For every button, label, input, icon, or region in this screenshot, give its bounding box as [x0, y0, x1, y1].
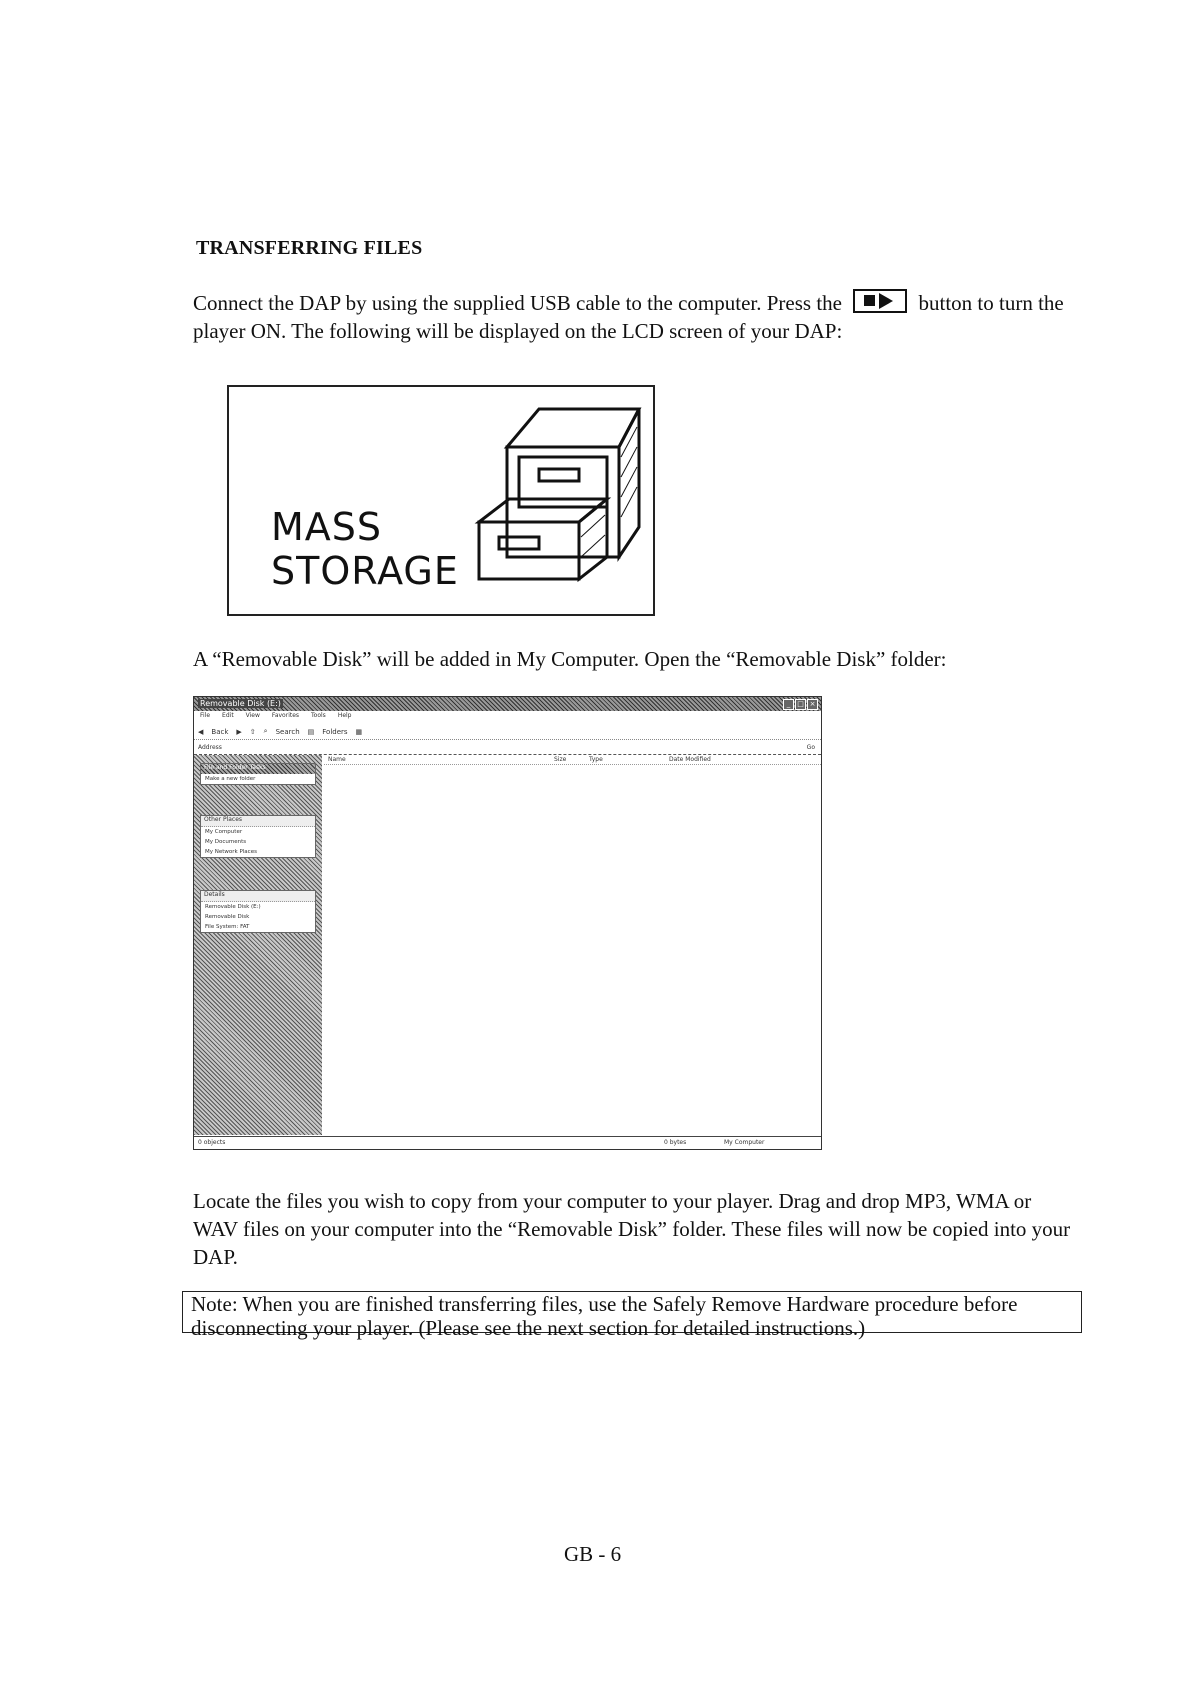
- status-bar: [194, 1136, 821, 1149]
- back-icon: ◀: [198, 727, 204, 736]
- column-type: Type: [589, 756, 603, 763]
- menu-edit: Edit: [222, 712, 234, 719]
- column-headers: [324, 755, 821, 765]
- go-button: Go: [806, 744, 815, 751]
- column-name: Name: [328, 756, 346, 763]
- menu-bar: [194, 712, 821, 722]
- menu-view: View: [245, 712, 260, 719]
- window-title: Removable Disk (E:): [200, 699, 281, 708]
- other-place-network: My Network Places: [205, 849, 257, 855]
- folders-label: Folders: [322, 727, 348, 736]
- intro-paragraph: [193, 289, 1083, 345]
- menu-help: Help: [337, 712, 352, 719]
- make-folder-link: Make a new folder: [205, 776, 256, 782]
- details-line-3: File System: FAT: [205, 924, 250, 930]
- task-pane: [194, 755, 322, 1135]
- file-list-pane: [324, 755, 821, 1135]
- copy-files-paragraph: Locate the files you wish to copy from your computer to your player. Drag and drop MP3, WMA or WAV files on your computer into the “Removable Disk” folder. These files will now be copied into your DAP.: [193, 1189, 1071, 1269]
- file-tasks-panel: [200, 763, 316, 785]
- lcd-screen-illustration: [227, 385, 655, 616]
- up-folder-icon: ⇧: [249, 727, 256, 736]
- lcd-line-storage: STORAGE: [271, 549, 459, 593]
- close-icon: ×: [807, 699, 818, 710]
- details-line-1: Removable Disk (E:): [205, 904, 261, 910]
- forward-icon: ▶: [236, 727, 242, 736]
- intro-text-part2: button to turn the player ON. The following will be displayed on the LCD screen of your DAP:: [193, 291, 1064, 343]
- views-icon: ▦: [355, 727, 363, 736]
- back-label: Back: [211, 727, 229, 736]
- other-places-panel: [200, 815, 316, 858]
- intro-text-part1: Connect the DAP by using the supplied USB cable to the computer. Press the: [193, 291, 842, 315]
- menu-favorites: Favorites: [271, 712, 300, 719]
- lcd-text: [271, 505, 459, 593]
- address-label: Address: [198, 744, 222, 751]
- removable-disk-paragraph: A “Removable Disk” will be added in My Computer. Open the “Removable Disk” folder:: [193, 647, 947, 671]
- status-size: 0 bytes: [664, 1139, 687, 1146]
- search-label: Search: [275, 727, 300, 736]
- note-box: Note: When you are finished transferring files, use the Safely Remove Hardware procedure before disconnecting your player. (Please see the next section for detailed instructions.): [182, 1291, 1082, 1333]
- address-bar: [194, 742, 821, 755]
- other-place-my-computer: My Computer: [205, 829, 243, 835]
- lcd-line-mass: MASS: [271, 505, 383, 549]
- menu-tools: Tools: [311, 712, 326, 719]
- status-objects: 0 objects: [198, 1139, 226, 1146]
- file-tasks-header: File and Folder Tasks: [201, 764, 315, 774]
- title-bar: [194, 697, 821, 711]
- other-place-my-documents: My Documents: [205, 839, 247, 845]
- search-icon: ⌕: [263, 727, 268, 735]
- maximize-icon: □: [795, 699, 806, 710]
- toolbar: [194, 724, 821, 740]
- details-panel: [200, 890, 316, 933]
- play-pause-icon: [853, 289, 907, 313]
- minimize-icon: _: [783, 699, 794, 710]
- section-title: TRANSFERRING FILES: [196, 237, 423, 259]
- explorer-window-screenshot: [193, 696, 822, 1150]
- details-line-2: Removable Disk: [205, 914, 250, 920]
- details-header: Details: [201, 891, 315, 902]
- column-size: Size: [554, 756, 567, 763]
- status-location: My Computer: [724, 1139, 765, 1146]
- page-number: GB - 6: [564, 1542, 622, 1566]
- other-places-header: Other Places: [201, 816, 315, 827]
- column-date: Date Modified: [669, 756, 711, 763]
- folders-icon: ▤: [307, 727, 315, 736]
- menu-file: File: [200, 712, 211, 719]
